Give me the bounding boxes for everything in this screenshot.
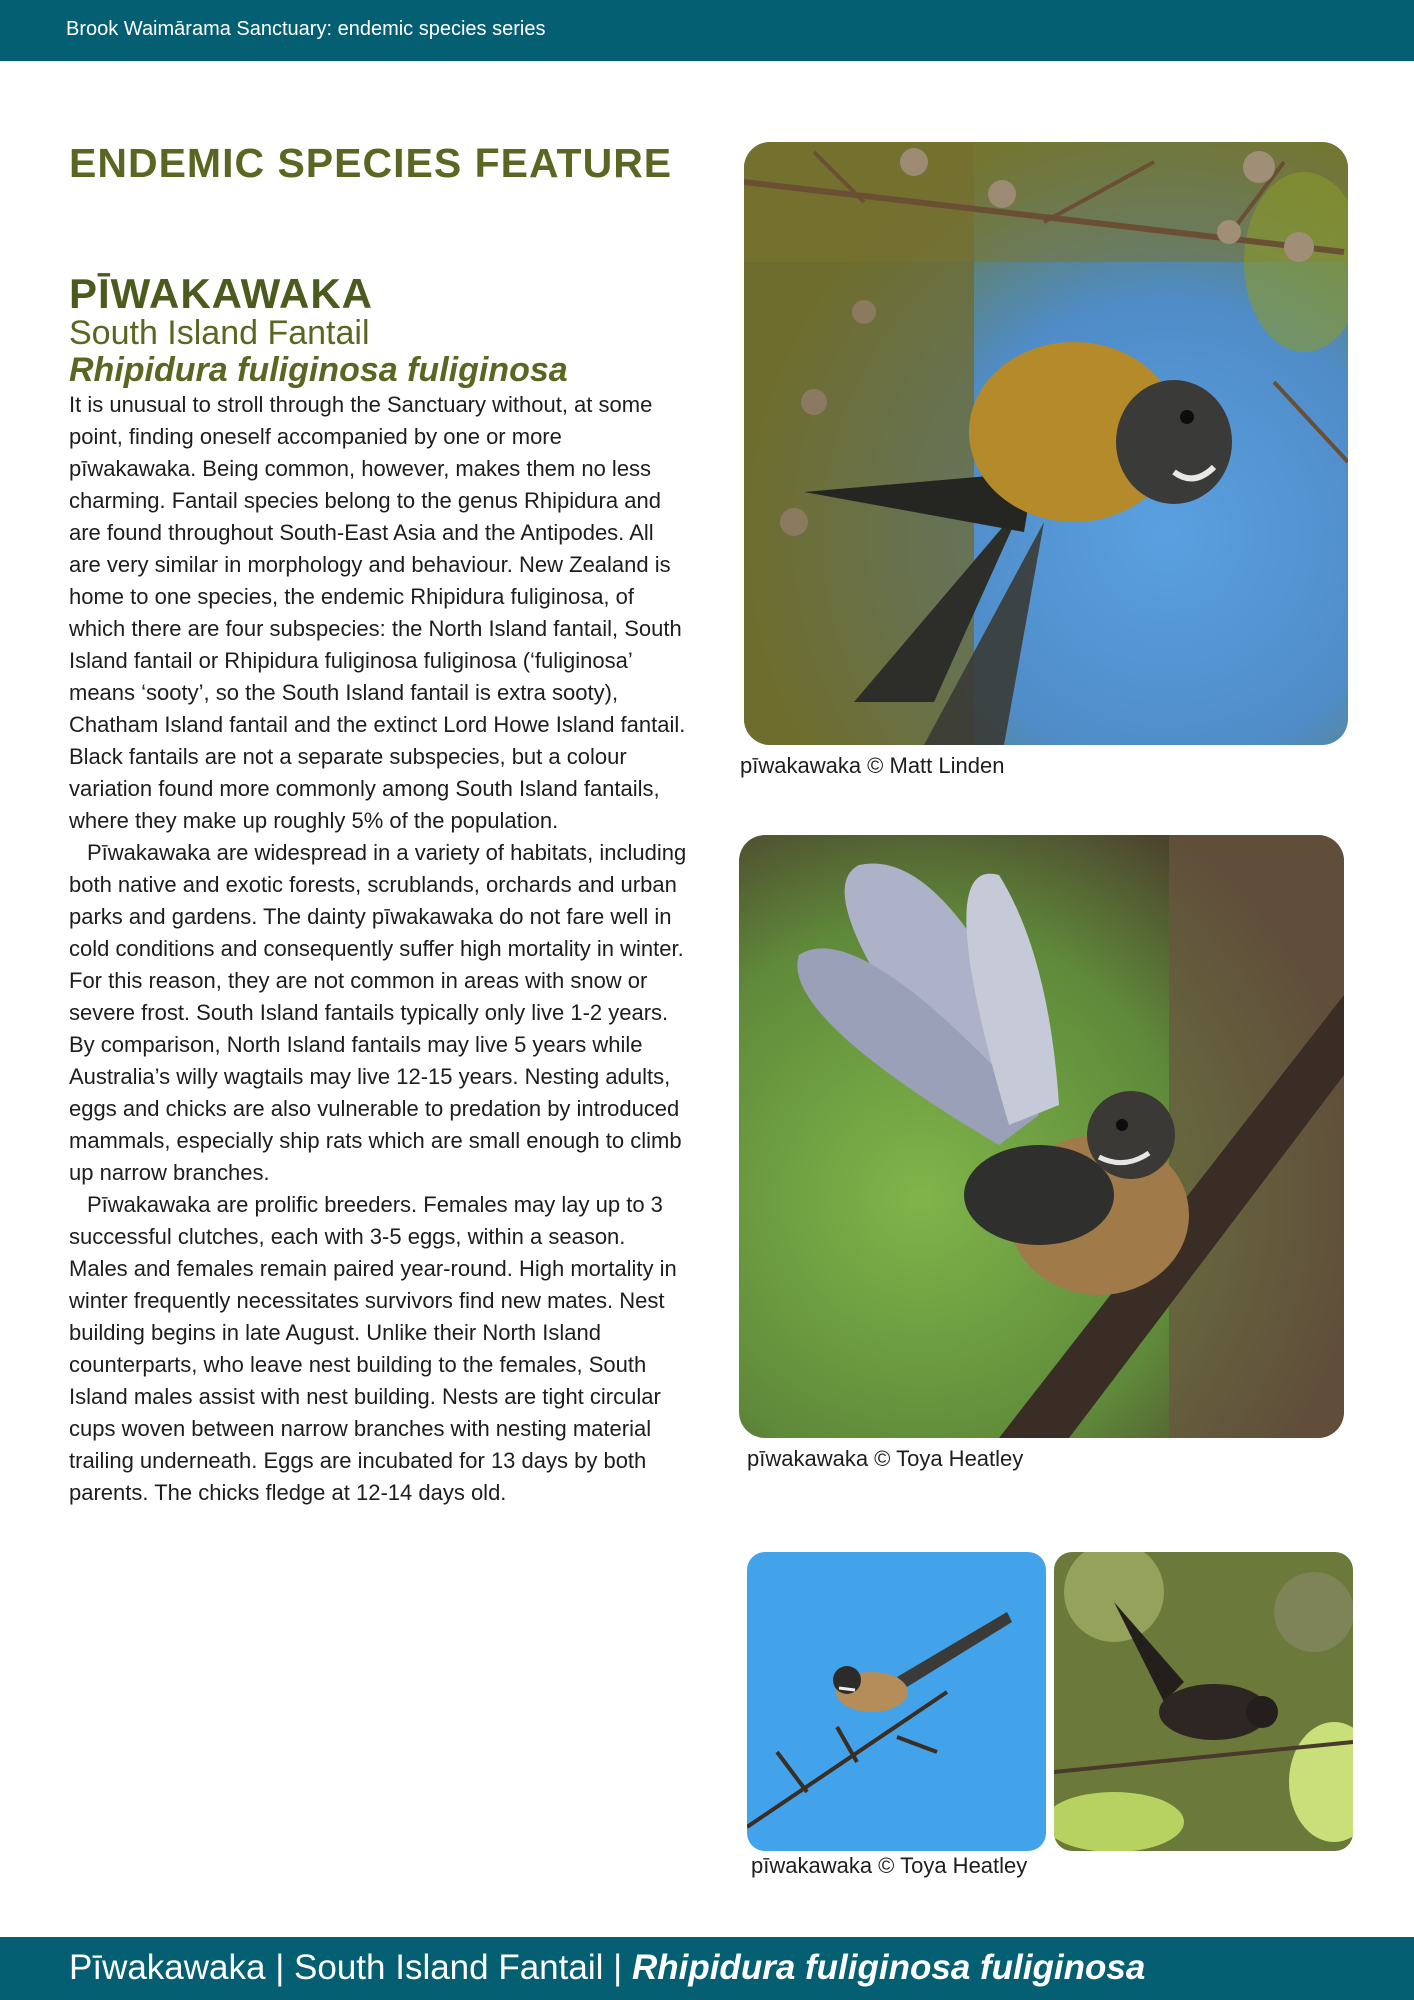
fantail-photo-fanned-tail — [739, 835, 1344, 1438]
article-paragraph: Pīwakawaka are widespread in a variety of habitats, including both native and exotic forests, scrublands, orchards and urban parks and gardens. The dainty pīwakawaka do not fare well in cold conditions and consequently suffer high mortality in winter. For this reason, they are not common in areas with snow or severe frost. South Island fantails typically only live 1-2 years. By comparison, North Island fantails may live 5 years while Australia’s willy wagtails may live 12-15 years. Nesting adults, eggs and chicks are also vulnerable to predation by introduced mammals, especially ship rats which are small enough to climb up narrow branches. — [69, 840, 687, 1185]
footer-separator: | — [603, 1948, 632, 1987]
footer-scientific-name: Rhipidura fuliginosa fuliginosa — [631, 1948, 1146, 1987]
footer-common-name: South Island Fantail — [294, 1948, 604, 1987]
article-body — [69, 389, 689, 1509]
footer-maori-name: Pīwakawaka — [69, 1948, 266, 1987]
photo-caption: pīwakawaka © Matt Linden — [740, 753, 1005, 778]
photo-caption: pīwakawaka © Toya Heatley — [751, 1853, 1028, 1878]
fantail-photo-branch — [744, 142, 1348, 745]
footer-banner — [0, 1937, 1414, 2000]
top-banner — [0, 0, 1414, 61]
species-scientific-name: Rhipidura fuliginosa fuliginosa — [69, 351, 568, 389]
photo-caption: pīwakawaka © Toya Heatley — [747, 1446, 1024, 1471]
footer-separator: | — [265, 1948, 295, 1987]
footer-title — [69, 1948, 1145, 1988]
species-maori-name: PĪWAKAWAKA — [69, 270, 373, 317]
article-paragraph: Pīwakawaka are prolific breeders. Females may lay up to 3 successful clutches, each with 3-5 eggs, within a season. Males and females remain paired year-round. High mortality in winter frequently necessitates survivors find new mates. Nest building begins in late August. Unlike their North Island counterparts, who leave nest building to the females, South Island males assist with nest building. Nests are tight circular cups woven between narrow branches with nesting material trailing underneath. Eggs are incubated for 13 days by both parents. The chicks fledge at 12-14 days old. — [69, 1192, 677, 1505]
fantail-photo-leaves — [1054, 1552, 1353, 1851]
fantail-photo-blue-sky — [747, 1552, 1046, 1851]
section-label: ENDEMIC SPECIES FEATURE — [69, 140, 673, 186]
article-paragraph: It is unusual to stroll through the Sanctuary without, at some point, finding oneself accompanied by one or more pīwakawaka. Being common, however, makes them no less charming. Fantail species belong to the genus Rhipidura and are found throughout South-East Asia and the Antipodes. All are very similar in morphology and behaviour. New Zealand is home to one species, the endemic Rhipidura fuliginosa, of which there are four subspecies: the North Island fantail, South Island fantail or Rhipidura fuliginosa fuliginosa (‘fuliginosa’ means ‘sooty’, so the South Island fantail is extra sooty), Chatham Island fantail and the extinct Lord Howe Island fantail. Black fantails are not a separate subspecies, but a colour variation found more commonly among South Island fantails, where they make up roughly 5% of the population. — [69, 392, 686, 833]
series-title: Brook Waimārama Sanctuary: endemic species series — [66, 18, 546, 40]
species-common-name: South Island Fantail — [69, 314, 370, 352]
